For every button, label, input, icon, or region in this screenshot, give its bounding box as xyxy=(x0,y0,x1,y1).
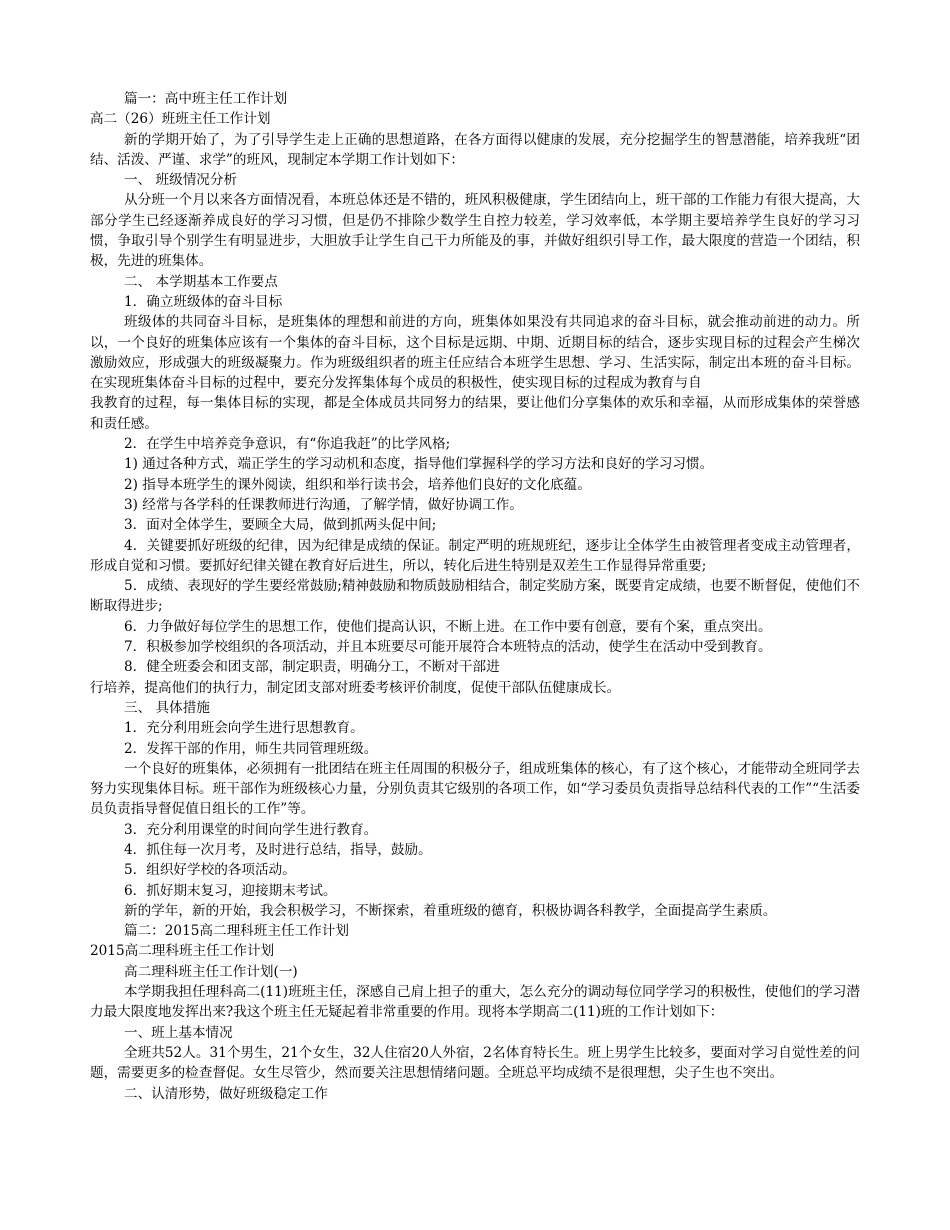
paragraph: 从分班一个月以来各方面情况看，本班总体还是不错的，班风积极健康，学生团结向上，班干部的工作能力有很大提高，大部分学生已经逐渐养成良好的学习习惯，但是仍不排除少数学生自控力较差，学习效率低，本学期主要培养学生良好的学习习惯，争取引导个别学生有明显进步，大胆放手让学生自己干力所能及的事，并做好组织引导工作，最大限度的营造一个团结，积极，先进的班集体。 xyxy=(90,192,860,270)
paragraph: 我教育的过程，每一集体目标的实现，都是全体成员共同努力的结果，要让他们分享集体的欢乐和幸福，从而形成集体的荣誉感和责任感。 xyxy=(90,395,860,432)
paragraph: 一个良好的班集体，必须拥有一批团结在班主任周围的积极分子，组成班集体的核心，有了这个核心，才能带动全班同学去努力实现集体目标。班干部作为班级核心力量，分别负责其它级别的各项工作，如“学习委员负责指导总结科代表的工作”“生活委员负责指导督促值日组长的工作”等。 xyxy=(90,760,860,818)
paragraph: 1．充分利用班会向学生进行思想教育。 xyxy=(124,720,364,737)
document-body xyxy=(90,89,860,1104)
paragraph: 一、 班级情况分析 xyxy=(124,172,238,189)
paragraph: 1．确立班级体的奋斗目标 xyxy=(124,293,283,310)
paragraph: 新的学年，新的开始，我会积极学习，不断探索，着重班级的德育，积极协调各科教学，全面提高学生素质。 xyxy=(124,902,777,919)
paragraph: 2) 指导本班学生的课外阅读，组织和举行读书会，培养他们良好的文化底蕴。 xyxy=(124,476,591,493)
paragraph: 2015高二理科班主任工作计划 xyxy=(90,943,275,960)
paragraph: 篇二：2015高二理科班主任工作计划 xyxy=(124,923,349,940)
paragraph: 高二理科班主任工作计划(一) xyxy=(124,963,298,980)
paragraph: 4．关键要抓好班级的纪律，因为纪律是成绩的保证。制定严明的班规班纪，逐步让全体学生由被管理者变成主动管理者，形成自觉和习惯。要抓好纪律关键在教育好后进生，所以，转化后进生特别是双差生工作显得异常重要; xyxy=(90,537,860,574)
paragraph: 高二（26）班班主任工作计划 xyxy=(90,111,271,128)
paragraph: 二、 本学期基本工作要点 xyxy=(124,273,278,290)
paragraph: 6．抓好期末复习，迎接期末考试。 xyxy=(124,882,337,899)
paragraph: 全班共52人。31个男生，21个女生，32人住宿20人外宿，2名体育特长生。班上男学生比较多，要面对学习自觉性差的问题，需要更多的检查督促。女生尽管少，然而要关注思想情绪问题。全班总平均成绩不是很理想，尖子生也不突出。 xyxy=(90,1044,860,1082)
paragraph: 二、认清形势，做好班级稳定工作 xyxy=(124,1085,328,1102)
paragraph: 三、 具体措施 xyxy=(124,699,210,716)
paragraph: 新的学期开始了，为了引导学生走上正确的思想道路，在各方面得以健康的发展，充分挖掘学生的智慧潜能，培养我班“团结、活泼、严谨、求学”的班风，现制定本学期工作计划如下： xyxy=(90,131,860,168)
paragraph: 3．面对全体学生，要顾全大局，做到抓两头促中间; xyxy=(124,517,437,534)
paragraph: 4．抓住每一次月考，及时进行总结，指导，鼓励。 xyxy=(124,841,432,858)
paragraph: 8．健全班委会和团支部，制定职责，明确分工，不断对干部进 xyxy=(124,659,500,676)
paragraph: 5．组织好学校的各项活动。 xyxy=(124,862,296,879)
paragraph: 3) 经常与各学科的任课教师进行沟通，了解学情，做好协调工作。 xyxy=(124,496,523,513)
paragraph: 班级体的共同奋斗目标，是班集体的理想和前进的方向，班集体如果没有共同追求的奋斗目标，就会推动前进的动力。所以，一个良好的班集体应该有一个集体的奋斗目标，这个目标是远期、中期、近期目标的结合，逐步实现目标的过程会产生梯次激励效应，形成强大的班级凝聚力。作为班级组织者的班主任应结合本班学生思想、学习、生活实际，制定出本班的奋斗目标。在实现班集体奋斗目标的过程中，要充分发挥集体每个成员的积极性，使实现目标的过程成为教育与自 xyxy=(90,314,860,392)
paragraph: 3．充分利用课堂的时间向学生进行教育。 xyxy=(124,821,378,838)
paragraph: 7．积极参加学校组织的各项活动，并且本班要尽可能开展符合本班特点的活动，使学生在活动中受到教育。 xyxy=(124,639,772,656)
paragraph: 1) 通过各种方式，端正学生的学习动机和态度，指导他们掌握科学的学习方法和良好的学习习惯。 xyxy=(124,456,714,473)
paragraph: 6．力争做好每位学生的思想工作，使他们提高认识，不断上进。在工作中要有创意，要有个案，重点突出。 xyxy=(124,618,772,635)
paragraph: 篇一：高中班主任工作计划 xyxy=(124,91,288,107)
paragraph: 行培养，提高他们的执行力，制定团支部对班委考核评价制度，促使干部队伍健康成长。 xyxy=(90,679,621,696)
paragraph: 2．发挥干部的作用，师生共同管理班级。 xyxy=(124,740,378,757)
paragraph: 2．在学生中培养竞争意识，有“你追我赶”的比学风格; xyxy=(124,436,451,453)
paragraph: 一、班上基本情况 xyxy=(124,1024,233,1041)
paragraph: 5．成绩、表现好的学生要经常鼓励;精神鼓励和物质鼓励相结合，制定奖励方案，既要肯定成绩，也要不断督促，使他们不断取得进步; xyxy=(90,578,860,615)
paragraph: 本学期我担任理科高二(11)班班主任，深感自己肩上担子的重大，怎么充分的调动每位同学学习的积极性，使他们的学习潜力最大限度地发挥出来?我这个班主任无疑起着非常重要的作用。现将本学期高二(11)班的工作计划如下： xyxy=(90,984,860,1021)
